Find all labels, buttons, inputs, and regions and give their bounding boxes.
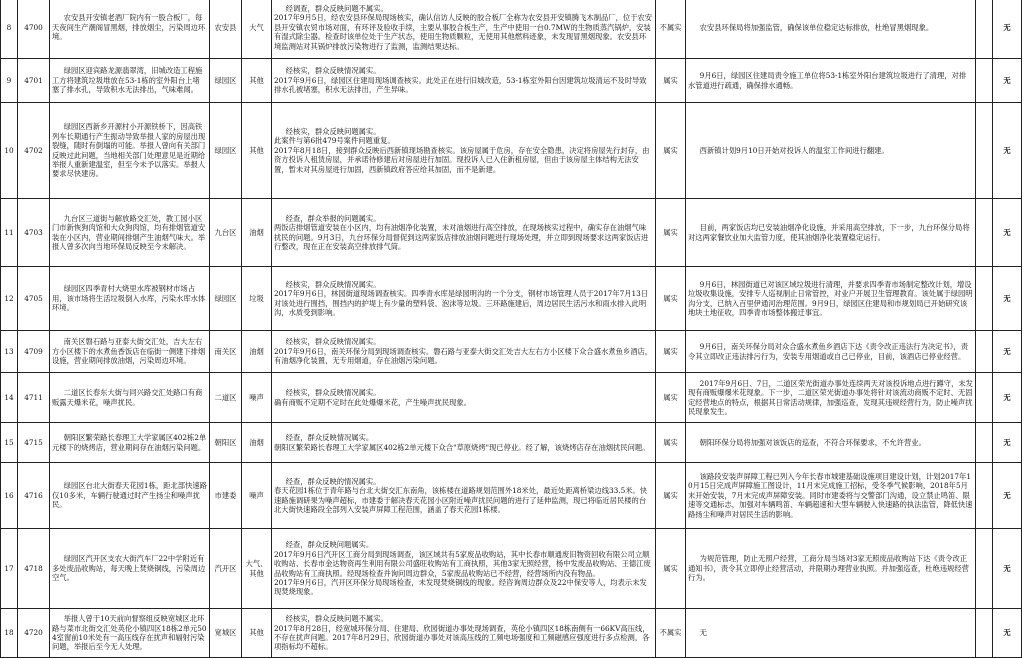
pollution-type-cell: 其他 (242, 59, 272, 103)
table-row-12 (1, 267, 1022, 331)
investigation-cell: 经核实，群众反映问题属实。 此案件与第6批479号案件问题重复。 2017年8月18日，接到群众反映后西新镇现场勘查核实。该房屋属于危房，存在安全隐患，决定将房屋先行封存，由资方投诉人租赁房屋，并承诺待修建后对房屋进行加固。现投诉人已入住新租房屋，但由于该房屋主体结构无法安置，暂未对其房屋进行加固，西新镇政府答应给其加固，而不是新建。 (272, 103, 656, 199)
accountability-cell: 无 (993, 267, 1022, 331)
measures-cell: 目前，两家饭店均已安装油烟净化设施，并采用高空排放，下一步，九台环保分局将对这两家餐饮业加大监管力度，使其油烟净化装置稳定运行。 (686, 199, 976, 267)
verdict-cell: 属实 (656, 373, 686, 423)
verdict-cell: 属实 (656, 463, 686, 529)
verdict-cell: 属实 (656, 423, 686, 463)
accountability-cell: 无 (993, 59, 1022, 103)
spacer-cell (976, 0, 993, 59)
pollution-type-cell: 大气 (242, 0, 272, 59)
accountability-cell: 无 (993, 463, 1022, 529)
case-number-cell: 4716 (18, 463, 50, 529)
accountability-cell: 无 (993, 373, 1022, 423)
verdict-cell: 不属实 (656, 609, 686, 658)
spacer-cell (976, 199, 993, 267)
seq-cell: 16 (1, 463, 18, 529)
seq-cell: 8 (1, 0, 18, 59)
pollution-type-cell: 油烟 (242, 423, 272, 463)
district-cell: 九台区 (210, 199, 242, 267)
verdict-cell: 属实 (656, 59, 686, 103)
district-cell: 农安县 (210, 0, 242, 59)
accountability-cell: 无 (993, 103, 1022, 199)
pollution-type-cell: 其他 (242, 609, 272, 658)
investigation-cell: 经查，群众举报的问题属实。 两饭店排烟管道安装在小区内，均有油烟净化装置，未对油烟进行高空排放，在现场核实过程中，确实存在油烟气味扰民的问题。9月3日，九台环保分局督促到这两家饭店排放油烟问题进行现场处理，并立即到现场要求这两家饭店进行整改，现在正在安装高空排放排气筒。 (272, 199, 656, 267)
investigation-cell: 经核实，群众反映问题不属实。 2017年8月28日，经宽城环保分局、住建局、欣园街道办事处现场调查，英伦小镇四区18栋南侧有一66KV高压线，不存在扰声问题。2017年8月29日，欣园街道办事处对该高压线的工频电场强度和工频磁感应强度进行多点检测，各项指标均不超标。 (272, 609, 656, 658)
verdict-cell: 属实 (656, 199, 686, 267)
district-cell: 绿园区 (210, 59, 242, 103)
case-number-cell: 4702 (18, 103, 50, 199)
pollution-type-cell: 噪声 (242, 373, 272, 423)
seq-cell: 17 (1, 529, 18, 609)
district-cell: 宽城区 (210, 609, 242, 658)
table-row-15 (1, 423, 1022, 463)
spacer-cell (976, 103, 993, 199)
spacer-cell (976, 267, 993, 331)
district-cell: 绿园区 (210, 267, 242, 331)
verdict-cell: 属实 (656, 331, 686, 373)
measures-cell: 无 (686, 609, 976, 658)
verdict-cell: 属实 (656, 267, 686, 331)
issue-cell: 朝阳区繁荣路长春理工大学家属区402栋2单元楼下的烧烤店，营业期间存在油烟污染问题。 (50, 423, 210, 463)
seq-cell: 13 (1, 331, 18, 373)
seq-cell: 14 (1, 373, 18, 423)
seq-cell: 18 (1, 609, 18, 658)
district-cell: 南关区 (210, 331, 242, 373)
measures-cell: 9月6日，林园街道已对该区域垃圾进行清理，并要求四季青市场制定整改计划，增设垃圾收集设施，安排专人巡视制止日常管控，对业户开展卫生管理教育。该处属于绿园明沟分支，已纳入百里伊通河治理范围。9月9日，绿园区住建局和市规划局已开始研究该地块土地征收，四季青市场整体搬迁事宜。 (686, 267, 976, 331)
spacer-cell (976, 529, 993, 609)
investigation-cell: 经核实，群众反映情况属实。 2017年9月6日，南关环保分局到现场调查核实。磐石路与亚泰大街交汇处吉大左右方小区楼下众合盛水煮鱼乡酒店，有油烟净化装置，无专用烟道，存在油烟污染问题。 (272, 331, 656, 373)
investigation-cell: 经核实，群众反映情况属实。 2017年9月6日，绿园区住建局现场调查核实。此处正在进行旧城改造，53-1栋室外阳台因建筑垃圾清运不及时导致排水孔被堵塞，积水无法排出，产生异味。 (272, 59, 656, 103)
case-number-cell: 4715 (18, 423, 50, 463)
case-number-cell: 4720 (18, 609, 50, 658)
case-number-cell: 4718 (18, 529, 50, 609)
table-row-8 (1, 0, 1022, 59)
issue-cell: 举报人曾于10天前向督察组反映宽城区北环路与菜市北街交汇处英伦小镇四区18栋2单元504室窗前10米处有一高压线存在扰声和辐射污染问题，举报后至今无人处理。 (50, 609, 210, 658)
district-cell: 绿园区 (210, 103, 242, 199)
investigation-cell: 经调查，群众反映问题不属实。 2017年9月5日，经农安县环保局现场核实，确认信访人反映的胶合板厂全称为农安县开安镇腾飞木制品厂，位于农安县开安镇农贸市场对面，有环评及验收手续，主要从事胶合板生产，生产中使用一台0.7MW的生物质蒸汽锅炉，安装有湿式除尘器。检查时该单位处于生产状态，使用生物质颗粒，无使用其他燃料迹象，未发现冒黑烟现象。农安县环境监测站对其锅炉排放污染物进行了监测，监测结果达标。 (272, 0, 656, 59)
district-cell: 二道区 (210, 373, 242, 423)
verdict-cell: 不属实 (656, 0, 686, 59)
pollution-type-cell: 大气、其他 (242, 529, 272, 609)
table-row-11 (1, 199, 1022, 267)
spacer-cell (976, 463, 993, 529)
investigation-cell: 经核实，群众反映情况属实。 确有商贩不定期不定时在此处爆爆米花，产生噪声扰民现象。 (272, 373, 656, 423)
investigation-cell: 经查，群众反映情况属实。 朝阳区繁荣路长春理工大学家属区402栋2单元楼下众合"草原烧烤"现已停业。经了解，该烧烤店存在油烟扰民问题。 (272, 423, 656, 463)
spacer-cell (976, 423, 993, 463)
verdict-cell: 属实 (656, 103, 686, 199)
pollution-type-cell: 油烟 (242, 331, 272, 373)
table-row-9 (1, 59, 1022, 103)
issue-cell: 绿园区台北大街春天花园1栋，距北部快速路仅10多米，车辆行驶通过时产生扬尘和噪声扰民。 (50, 463, 210, 529)
investigation-cell: 经查，群众反映的情况属实。 春天花园1栋位于青年路与台北大街交汇东南角，该栋楼在道路规划范围外18米处，最近处距离桥梁边线33.5米。快速路施调研果为噪声超标，市建委于解决春天花园小区附近噪声扰民问题的进行了延伸监测，现已将临近居民楼的台北大街快速路段全部列入安装声屏障工程范围，涵盖了春天花园1栋楼。 (272, 463, 656, 529)
seq-cell: 9 (1, 59, 18, 103)
accountability-cell: 无 (993, 331, 1022, 373)
accountability-cell: 无 (993, 529, 1022, 609)
district-cell: 朝阳区 (210, 423, 242, 463)
measures-cell: 2017年9月6日、7日，二道区荣光街道办事处连续两天对该投诉地点进行蹲守，未发现有商贩爆爆米花现象。下一步，二道区荣光街道办事处将针对该流动商贩不定时、无固定经营地点的特点，根据其日常活动规律，加强巡查，发现其违规经营行为，防止噪声扰民现象发生。 (686, 373, 976, 423)
case-number-cell: 4701 (18, 59, 50, 103)
case-number-cell: 4703 (18, 199, 50, 267)
table-row-18 (1, 609, 1022, 658)
issue-cell: 农安县开安镇老酒厂院内有一股合板厂，每天夜间生产潮阁冒黑烟，排放烟尘，污染周边环境。 (50, 0, 210, 59)
pollution-type-cell: 油烟 (242, 199, 272, 267)
pollution-type-cell: 垃圾 (242, 267, 272, 331)
accountability-cell: 无 (993, 423, 1022, 463)
case-number-cell: 4700 (18, 0, 50, 59)
case-number-cell: 4711 (18, 373, 50, 423)
seq-cell: 11 (1, 199, 18, 267)
issue-cell: 绿园区汽开区支农大街汽车厂22中学附近有多处废品收购站，每天晚上焚烧铜线，污染周边空气。 (50, 529, 210, 609)
measures-cell: 9月6日，绿园区住建局责令施工单位将53-1栋室外阳台建筑垃圾进行了清理，对排水管道进行疏通，确保排水通畅。 (686, 59, 976, 103)
issue-cell: 二道区长春东大街与同兴路交汇处路口有商贩露天爆米花，噪声扰民。 (50, 373, 210, 423)
accountability-cell: 无 (993, 0, 1022, 59)
spacer-cell (976, 609, 993, 658)
issue-cell: 南关区磐石路与亚泰大街交汇处，吉大左右方小区楼下的水煮鱼香饭店在临街一侧建下排烟设施，营业期间排放油烟，污染周边环境。 (50, 331, 210, 373)
investigation-cell: 经核实，群众反映情况属实。 2017年9月6日，林园街道现场调查核实。四季青水库是绿园明沟的一个分支，钢材市场管理人员于2017年7月13日对该处进行围挡，围挡内的护堤上有少量的塑料袋、泡沫等垃圾。三环路施建后，周边居民生活污水和雨水排入此明沟，水质受到影响。 (272, 267, 656, 331)
table-row-14 (1, 373, 1022, 423)
investigation-cell: 经查，群众反映问题属实。 2017年9月6日汽开区工商分局到现场调查，该区域共有5家废品收购站，其中长春市顺通废旧物资回收有限公司立顺收购站、长春市金达物资再生利用有限公司盛旺收购站有工商执照，其他3家无照经营，杨中发废品收购站、王德江废品收购站有工商执照。经现场检查并询问周边群众，5家废品收购站已不经营，经营场所内没有物品。 2017年9月6日，汽开区环保分局现场检查，未发现焚烧铜线的现象。经咨询周边群众及22中保安等人，均表示未发现焚烧现象。 (272, 529, 656, 609)
issue-cell: 绿园区西新乡开源村小开源铁桥下，因高铁列车长期通行产生振动导致举报人家的房屋出现裂缝，随时有倒塌的可能。举报人曾向有关部门反映过此问题，当地相关部门处理意见是近期给举报人重新建温室，但至今未予以落实。举报人要求尽快建房。 (50, 103, 210, 199)
spacer-cell (976, 59, 993, 103)
pollution-type-cell: 其他 (242, 103, 272, 199)
spacer-cell (976, 331, 993, 373)
accountability-cell: 无 (993, 609, 1022, 658)
verdict-cell: 属实 (656, 529, 686, 609)
seq-cell: 15 (1, 423, 18, 463)
table-row-13 (1, 331, 1022, 373)
seq-cell: 10 (1, 103, 18, 199)
measures-cell: 朝阳环保分局将加强对该饭店的巡查，不符合环保要求，不允许营业。 (686, 423, 976, 463)
case-number-cell: 4709 (18, 331, 50, 373)
pollution-type-cell: 噪声 (242, 463, 272, 529)
spacer-cell (976, 373, 993, 423)
accountability-cell: 无 (993, 199, 1022, 267)
table-row-10 (1, 103, 1022, 199)
measures-cell: 农安县环保局将加强监管，确保该单位稳定达标排放，杜绝冒黑烟现象。 (686, 0, 976, 59)
issue-cell: 绿园区迎宾路龙源翡翠湾，旧城改造工程施工方将建筑垃圾堆放在53-1栋的室外阳台上堵塞了排水孔，导致积水无法排出，气味难闻。 (50, 59, 210, 103)
table-row-16 (1, 463, 1022, 529)
case-number-cell: 4705 (18, 267, 50, 331)
issue-cell: 九台区三道街与解放路交汇处，教工园小区门市新恢狗肉馆和大众狗肉馆，均有排烟管道安装在小区内，营业期间排烟产生油烟气味大。举报人曾多次向当地环保局反映至今未解决。 (50, 199, 210, 267)
table-row-17 (1, 529, 1022, 609)
measures-cell: 9月6日，南关环保分局对众合盛水煮鱼乡酒店下达《责令改正违法行为决定书》，责令其立即改正违法排污行为，安装专用烟道或自己已停业，目前，该酒店已停业经营。 (686, 331, 976, 373)
district-cell: 市建委 (210, 463, 242, 529)
district-cell: 汽开区 (210, 529, 242, 609)
seq-cell: 12 (1, 267, 18, 331)
measures-cell: 西新镇计划9月10日开始对投诉人的温室工作间进行翻建。 (686, 103, 976, 199)
measures-cell: 为规范管理，防止无照户经营，工商分局当场对3家无照废品收购站下达《责令改正通知书》，责令其立即停止经营活动，并限期办理营业执照。并加强巡查，杜绝违规经营行为。 (686, 529, 976, 609)
measures-cell: 该路段安装声屏障工程已列入今年长春市城建基础设施项目建设计划，计划2017年10月15日完成声屏障施工图设计，11月末完成施工招标，受冬季气候影响，2018年5月末开始安装，7月末完成声屏障安装。同时市建委将与交警部门沟通，设立禁止鸣笛、限速等交通标志，加强对车辆鸣笛、车辆超速和大型车辆驶入快速路的执法监管，降低快速路扬尘和噪声对居民生活的影响。 (686, 463, 976, 529)
issue-cell: 绿园区四季青村大烧里水库被钢材市场占用，该市场将生活垃圾倒入水库，污染水库水体环境。 (50, 267, 210, 331)
